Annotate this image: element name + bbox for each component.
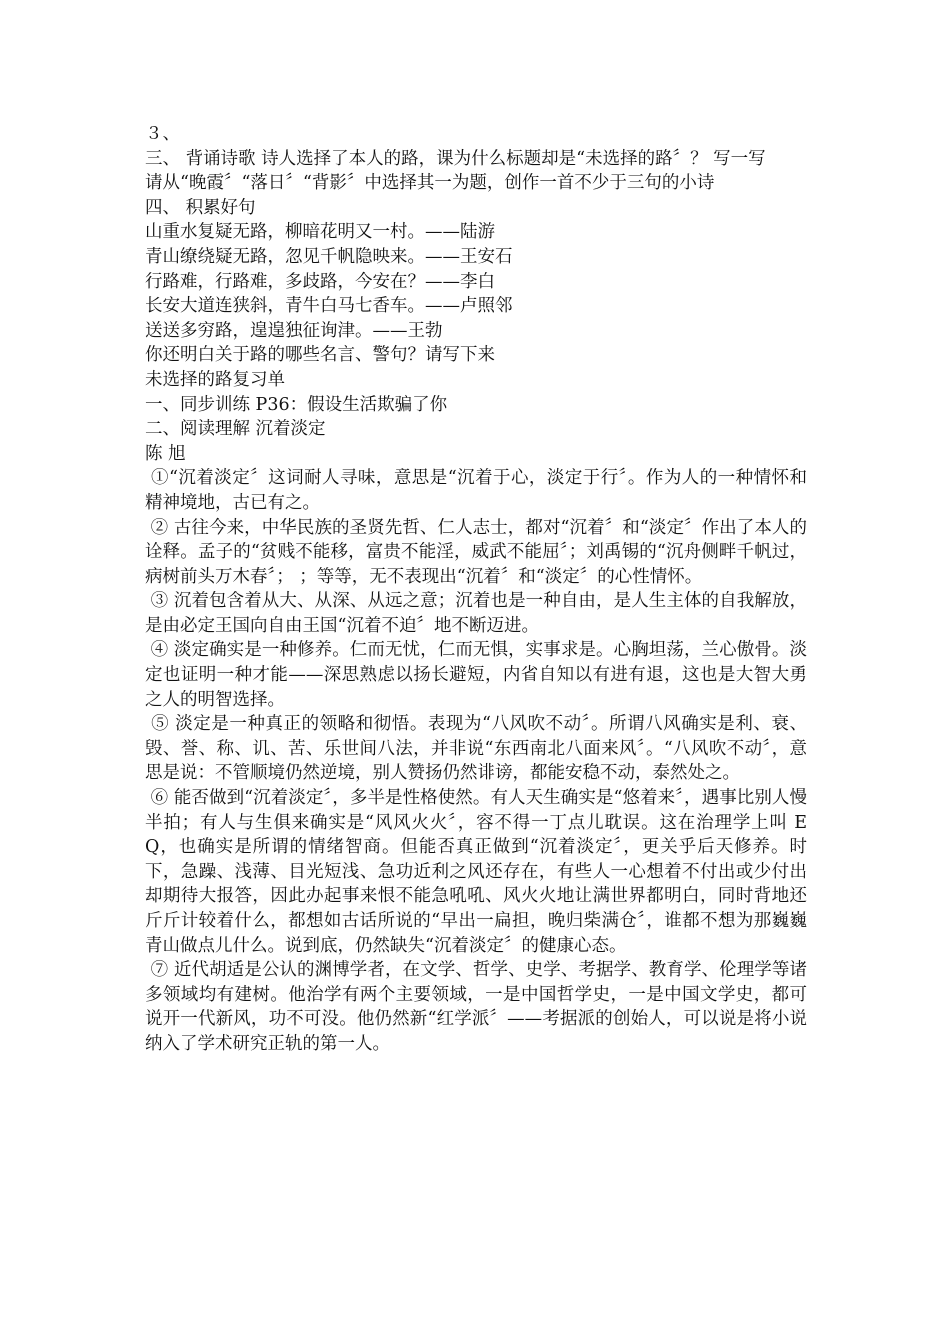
reading-comprehension-heading: 二、阅读理解 沉着淡定 [145,419,326,440]
quote-line: 长安大道连狭斜，青牛白马七香车。——卢照邻 [145,296,513,317]
article-paragraph-1: ①“沉着淡定〞这词耐人寻味，意思是“沉着于心，淡定于行〞。作为人的一种情怀和精神境地，古已有之。 [145,468,807,513]
quote-line: 山重水复疑无路，柳暗花明又一村。——陆游 [145,222,495,243]
article-paragraph-5: ⑤ 淡定是一种真正的领略和彻悟。表现为“八风吹不动〞。所谓八风确实是利、衰、毁、誉、称、讥、苦、乐世间八法，并非说“东西南北八面来风〞。“八风吹不动〞，意思是说：不管顺境仍然逆境，别人赞扬仍然诽谤，都能安稳不动，泰然处之。 [145,714,807,784]
article-paragraph-2: ② 古往今来，中华民族的圣贤先哲、仁人志士，都对“沉着〞和“淡定〞作出了本人的诠释。孟子的“贫贱不能移，富贵不能淫，威武不能屈〞；刘禹锡的“沉舟侧畔千帆过，病树前头万木春〞； ；等等，无不表现出“沉着〞和“淡定〞的心性情怀。 [145,517,807,587]
sync-training-line: 一、同步训练 P36：假设生活欺骗了你 [145,394,448,415]
article-paragraph-6: ⑥ 能否做到“沉着淡定〞，多半是性格使然。有人天生确实是“悠着来〞，遇事比别人慢半拍；有人与生俱来确实是“风风火火〞，容不得一丁点儿耽误。这在治理学上叫 EQ，也确实是所谓的情绪智商。但能否真正做到“沉着淡定〞，更关乎后天修养。时下，急躁、浅薄、目光短浅、急功近利之风还存在，有些人一心想着不付出或少付出却期待大报答，因此办起事来恨不能急吼吼、风火火地让满世界都明白，同时背地还斤斤计较着什么，都想如古话所说的“早出一扁担，晚归柴满仓〞，谁都不想为那巍巍青山做点儿什么。说到底，仍然缺失“沉着淡定〞的健康心态。 [145,788,807,956]
article-paragraph-3: ③ 沉着包含着从大、从深、从远之意；沉着也是一种自由，是人生主体的自我解放，是由必定王国向自由王国“沉着不迫〞地不断迈进。 [145,591,807,636]
quote-prompt: 你还明白关于路的哪些名言、警句？请写下来 [145,345,495,366]
quote-line: 行路难，行路难，多歧路，今安在？——李白 [145,271,495,292]
article-paragraph-4: ④ 淡定确实是一种修养。仁而无忧，仁而无惧，实事求是。心胸坦荡，兰心傲骨。淡定也证明一种才能——深思熟虑以扬长避短，内省自知以有进有退，这也是大智大勇之人的明智选择。 [145,640,807,710]
section-heading-accumulate: 四、 积累好句 [145,197,256,218]
document-page [145,122,807,1057]
review-sheet-title: 未选择的路复习单 [145,369,285,390]
article-author: 陈 旭 [145,443,186,464]
write-poem-instruction: 请从“晚霞〞“落日〞“背影〞中选择其一为题，创作一首不少于三句的小诗 [145,173,715,194]
quote-line: 青山缭绕疑无路，忽见千帆隐映来。——王安石 [145,246,513,267]
article-paragraph-7: ⑦ 近代胡适是公认的渊博学者，在文学、哲学、史学、考据学、教育学、伦理学等诸多领域均有建树。他治学有两个主要领域，一是中国哲学史，一是中国文学史，都可说开一代新风，功不可没。他仍然新“红学派〞——考据派的创始人，可以说是将小说纳入了学术研究正轨的第一人。 [145,960,807,1054]
section-number-line: ３、 [145,124,180,144]
recite-poem-question: 三、 背诵诗歌 诗人选择了本人的路，课为什么标题却是“未选择的路〞？ 写一写 [145,148,766,169]
quote-line: 送送多穷路，遑遑独征询津。——王勃 [145,320,443,341]
